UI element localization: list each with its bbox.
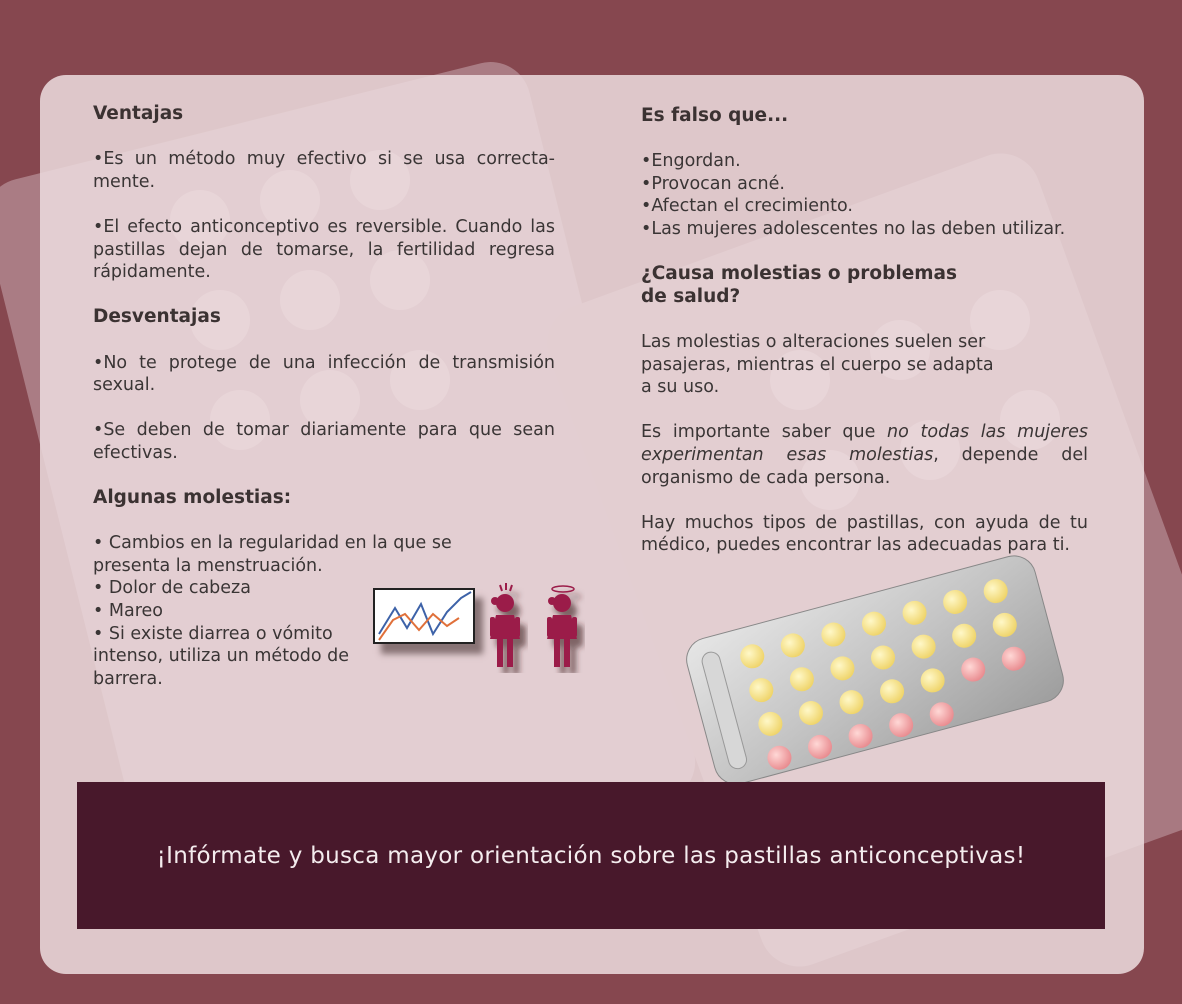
paragraph-1-line-3: a su uso.	[641, 377, 720, 398]
molestias-heading: Algunas molestias:	[93, 487, 292, 509]
molestias-item-4b: intenso, utiliza un método de	[93, 646, 350, 667]
desventajas-heading: Desventajas	[93, 306, 221, 328]
paragraph-3: Hay muchos tipos de pastillas, con ayuda de tu médico, puedes encontrar las adecuadas para ti.	[641, 512, 1088, 556]
paragraph-2-emphasis: no todas las mujeres experimentan esas molestias	[641, 422, 1088, 465]
banner-text: ¡Infórmate y busca mayor orientación sobre las pastillas anticonceptivas!	[156, 842, 1026, 869]
molestias-item-4a: • Si existe diarrea o vómito	[93, 623, 333, 644]
falso-item: •Afectan el crecimiento.	[641, 196, 853, 217]
falso-item: •Las mujeres adolescentes no las deben utilizar.	[641, 218, 1066, 239]
line-chart-icon	[373, 588, 475, 644]
footer-banner	[77, 782, 1105, 929]
paragraph-2-end: , depende del organismo de cada persona.	[641, 444, 1088, 488]
ventajas-item-1: •Es un método muy efectivo si se usa correcta-mente.	[93, 149, 555, 192]
content-card	[40, 75, 1144, 974]
molestias-item-1a: • Cambios en la regularidad en la que se	[93, 533, 452, 554]
right-column	[641, 105, 1088, 557]
pill-blister-pack	[680, 555, 1070, 785]
molestias-item-4c: barrera.	[93, 668, 163, 689]
molestias-item-1b: presenta la menstruación.	[93, 555, 323, 576]
paragraph-2	[641, 421, 1088, 489]
causa-heading-line-1: ¿Causa molestias o problemas	[641, 263, 958, 285]
molestias-item-2: • Dolor de cabeza	[93, 578, 251, 599]
causa-heading-line-2: de salud?	[641, 285, 741, 307]
falso-item: •Provocan acné.	[641, 173, 785, 194]
girl-annoyed-icon	[484, 583, 528, 673]
falso-item: •Engordan.	[641, 151, 741, 172]
desventajas-item-1: •No te protege de una infección de transmisión sexual.	[93, 352, 555, 396]
ventajas-heading: Ventajas	[93, 103, 184, 124]
molestias-list	[93, 532, 452, 690]
falso-heading: Es falso que...	[641, 105, 789, 126]
paragraph-1-line-2: pasajeras, mientras el cuerpo se adapta	[641, 354, 994, 375]
paragraph-1-line-1: Las molestias o alteraciones suelen ser	[641, 331, 986, 352]
girl-dizzy-icon	[541, 583, 585, 673]
desventajas-item-2: •Se deben de tomar diariamente para que sean efectivas.	[93, 420, 555, 463]
molestias-item-3: • Mareo	[93, 601, 163, 622]
ventajas-item-2: •El efecto anticonceptivo es reversible. Cuando las pastillas dejan de tomarse, la fertilidad regresa rápidamente.	[93, 216, 555, 283]
paragraph-2-start: Es importante saber que	[641, 422, 888, 443]
